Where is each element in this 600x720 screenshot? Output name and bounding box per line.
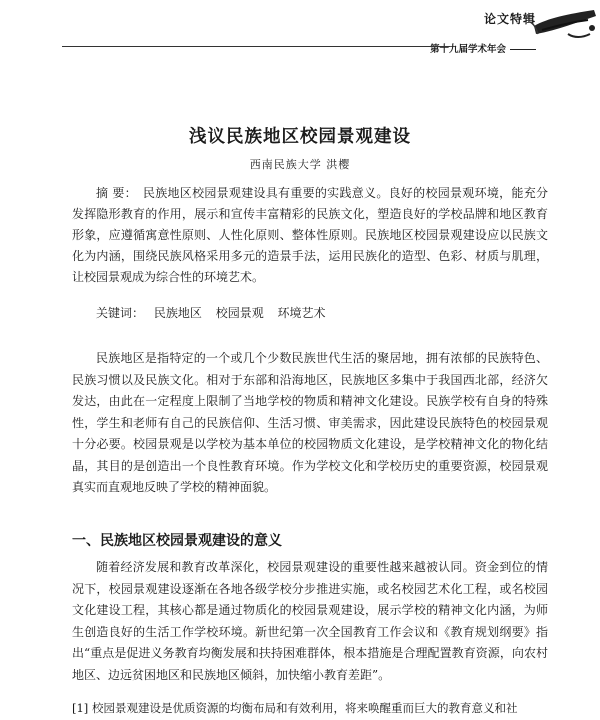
abstract-text: 民族地区校园景观建设具有重要的实践意义。良好的校园景观环境，能充分发挥隐形教育的作用，展示和宣传丰富精彩的民族文化，塑造良好的学校品牌和地区教育形象，应遵循寓意性原则、人性化原则、整体性原则。民族地区校园景观建设应以民族文化为内涵，围绕民族风格采用多元的造景手法，运用民族化的造型、色彩、材质与肌理，让校园景观成为综合性的环境艺术。 [72, 186, 548, 284]
article-title: 浅议民族地区校园景观建设 [189, 127, 411, 147]
header-subtitle-row [430, 41, 536, 55]
keywords-label: 关键词： [96, 306, 145, 320]
intro-paragraph: 民族地区是指特定的一个或几个少数民族世代生活的聚居地，拥有浓郁的民族特色、民族习惯以及民族文化。相对于东部和沿海地区，民族地区多集中于我国西北部，经济欠发达，由此在一定程度上限制了当地学校的物质和精神文化建设。民族学校有自身的特殊性，学生和老师有自己的民族信仰、生活习惯、审美需求，因此建设民族特色的校园景观十分必要。校园景观是以学校为基本单位的校园物质文化建设，是学校精神文化的物化结晶，其目的是创造出一个良性教育环境。作为学校文化和学校历史的重要资源，校园景观真实而直观地反映了学校的精神面貌。 [72, 351, 548, 494]
header-subtitle: 第十九届学术年会 [429, 44, 506, 55]
keyword-item: 校园景观 [215, 306, 264, 320]
ink-ornament-icon [528, 4, 600, 44]
header-title: 论文特辑 [483, 12, 536, 26]
keywords-row [96, 303, 326, 324]
abstract-label: 摘 要： [96, 186, 137, 200]
abstract-paragraph [72, 183, 548, 288]
keyword-item: 民族地区 [153, 306, 202, 320]
section-heading: 一、民族地区校园景观建设的意义 [72, 533, 282, 549]
footnote: [1] 校园景观建设是优质资源的均衡布局和有效利用，将来唤醒重而巨大的教育意义和社 [72, 701, 518, 715]
section-paragraph: 随着经济发展和教育改革深化，校园景观建设的重要性越来越被认同。资金到位的情况下，校园景观建设逐渐在各地各级学校分步推进实施，或名校园艺术化工程，或名校园文化建设工程，其核心都是通过物质化的校园景观建设，展示学校的精神文化内涵，为师生创造良好的生活工作学校环境。新世纪第一次全国教育工作会议和《教育规划纲要》指出“重点是促进义务教育均衡发展和扶持困难群体，根本措施是合理配置教育资源，向农村地区、边远贫困地区和民族地区倾斜，加快缩小教育差距”。 [72, 560, 548, 682]
header-rule [62, 46, 450, 47]
header-subtitle-rule [510, 49, 536, 50]
keyword-item: 环境艺术 [277, 306, 326, 320]
article-author: 西南民族大学 洪樱 [249, 158, 351, 171]
